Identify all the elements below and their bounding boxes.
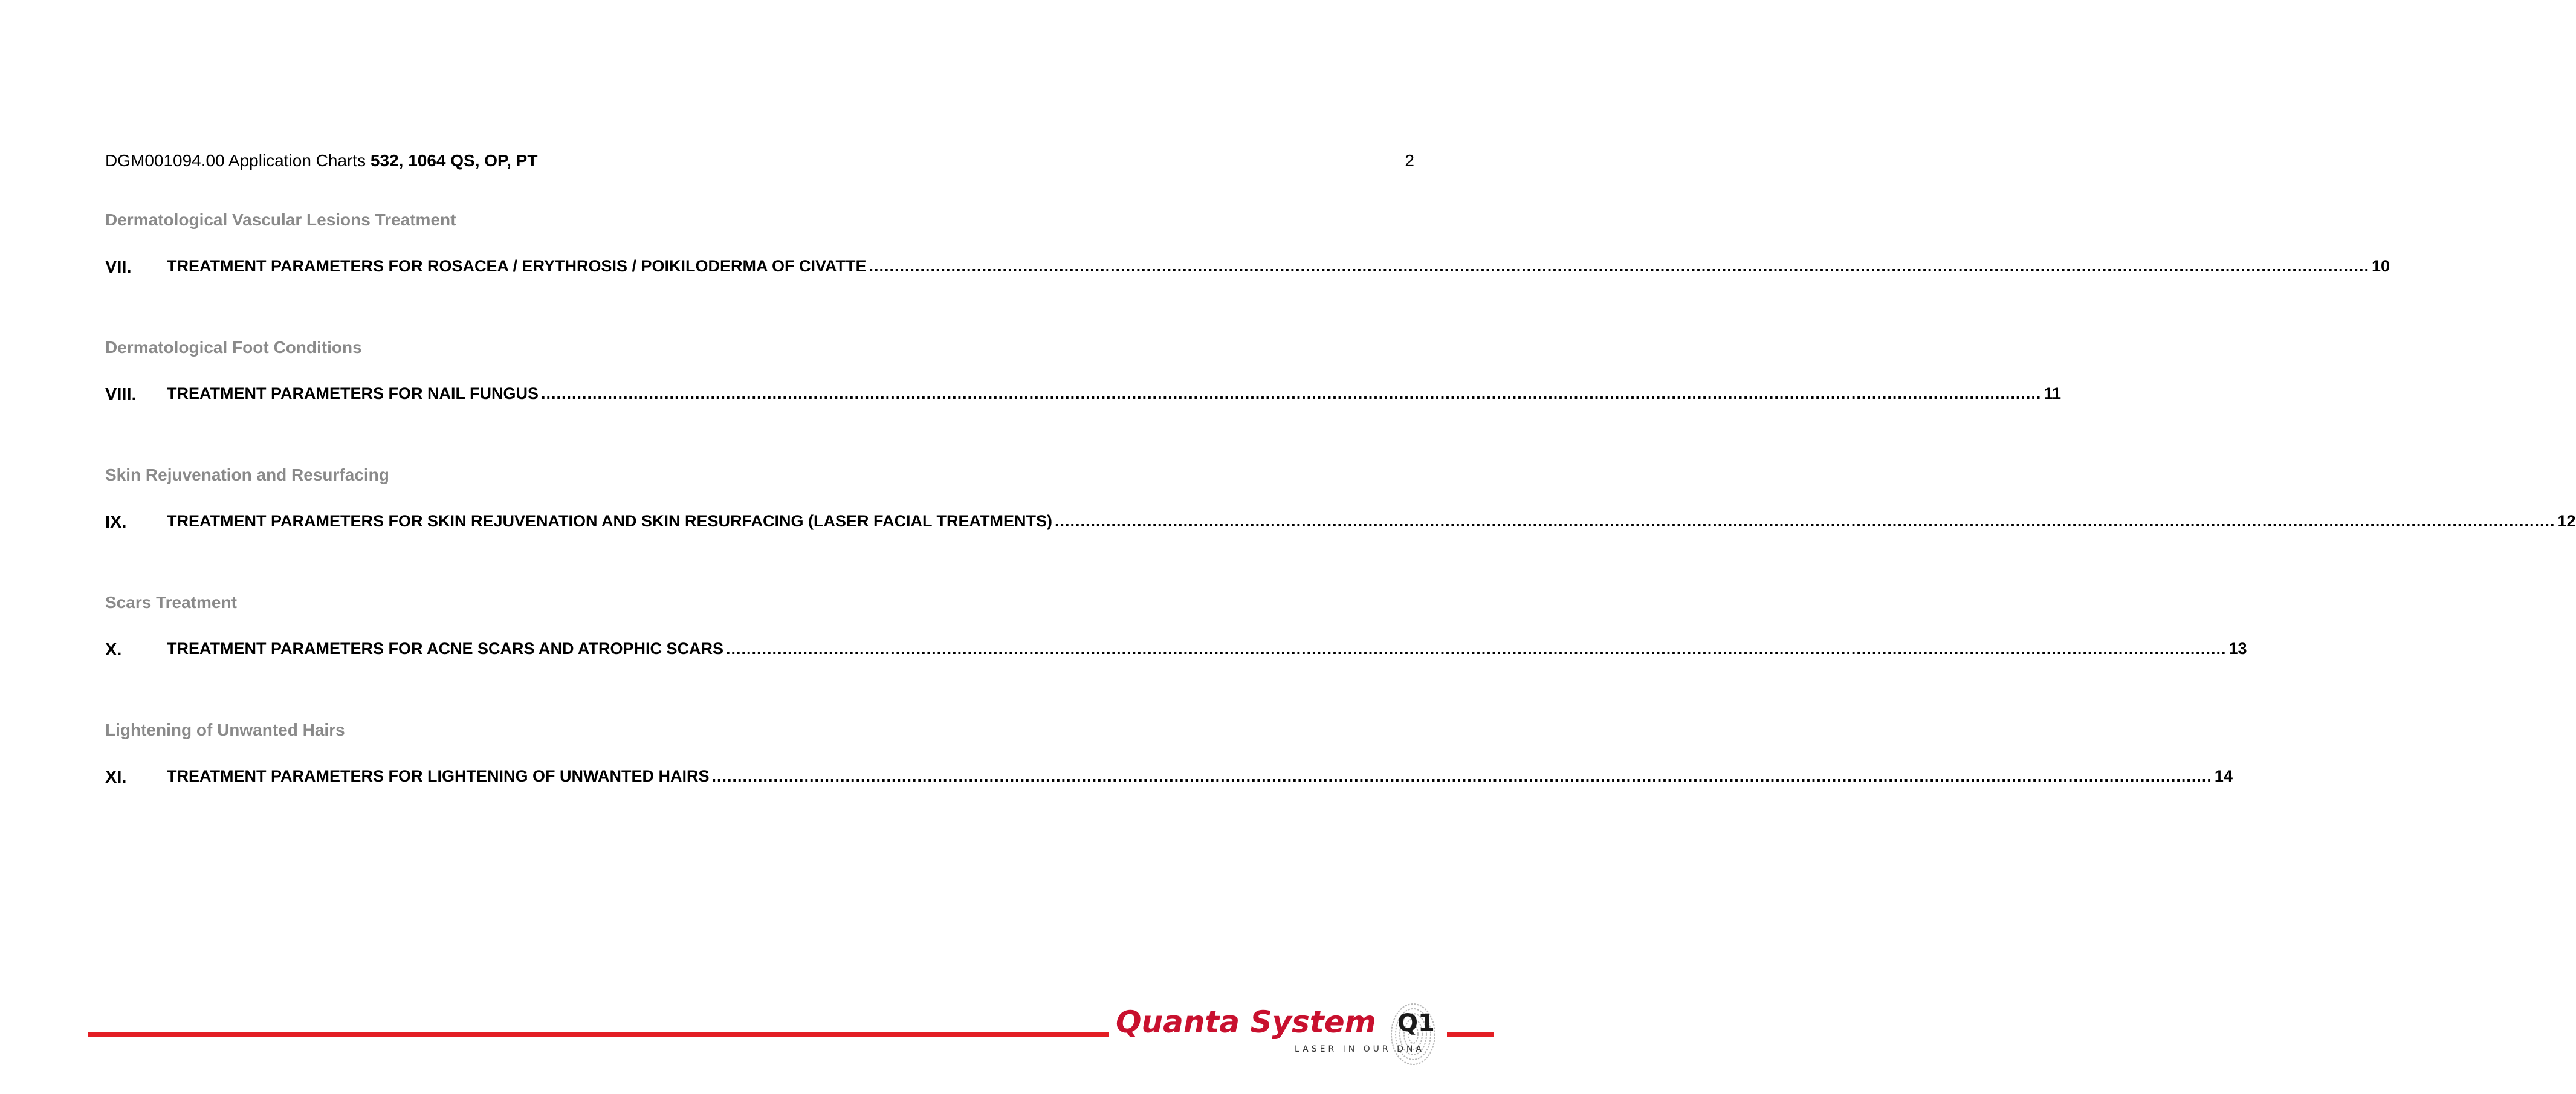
dot-leader: .................................................................................................................................................................................................................................................................................................... [869, 257, 2369, 275]
dot-leader: .................................................................................................................................................................................................................................................................................................... [711, 767, 2212, 785]
toc-entry[interactable] [105, 764, 2233, 788]
toc-entry-line [167, 764, 2233, 788]
toc-entry-page[interactable]: 12 [2557, 512, 2576, 530]
toc-entry-numeral: X. [105, 640, 122, 659]
footer-rule-left [88, 1032, 1109, 1037]
section-heading: Lightening of Unwanted Hairs [105, 720, 345, 739]
toc-entry-title[interactable]: TREATMENT PARAMETERS FOR ACNE SCARS AND ATROPHIC SCARS [167, 639, 724, 658]
toc-entry[interactable] [105, 636, 2247, 661]
toc-entry-title[interactable]: TREATMENT PARAMETERS FOR NAIL FUNGUS [167, 384, 539, 403]
toc-entry-numeral: VII. [105, 257, 132, 277]
toc-entry-page[interactable]: 14 [2214, 767, 2233, 785]
dot-leader: .................................................................................................................................................................................................................................................................................................... [1055, 512, 2555, 530]
section-heading: Dermatological Foot Conditions [105, 338, 362, 357]
toc-entry[interactable] [105, 254, 2390, 278]
toc-entry-page[interactable]: 11 [2044, 384, 2061, 403]
page-number: 2 [1405, 151, 1414, 170]
toc-entry-numeral: XI. [105, 768, 127, 787]
toc-entry-page[interactable]: 13 [2228, 639, 2247, 658]
section-heading: Skin Rejuvenation and Resurfacing [105, 465, 389, 484]
section-heading: Dermatological Vascular Lesions Treatment [105, 210, 456, 229]
dot-leader: .................................................................................................................................................................................................................................................................................................... [541, 384, 2042, 403]
toc-entry-title[interactable]: TREATMENT PARAMETERS FOR SKIN REJUVENATION AND SKIN RESURFACING (LASER FACIAL TREATMENTS) [167, 512, 1053, 530]
document-title-models: 532, 1064 QS, OP, PT [370, 151, 538, 170]
document-title [105, 150, 537, 172]
toc-entry-numeral: VIII. [105, 385, 137, 404]
toc-entry-line [167, 254, 2390, 278]
toc-entry-title[interactable]: TREATMENT PARAMETERS FOR ROSACEA / ERYTHROSIS / POIKILODERMA OF CIVATTE [167, 257, 867, 275]
toc-entry-line [167, 636, 2247, 661]
footer-rule-right [1447, 1032, 1494, 1037]
toc-entry-title[interactable]: TREATMENT PARAMETERS FOR LIGHTENING OF UNWANTED HAIRS [167, 767, 710, 785]
toc-entry[interactable] [105, 509, 2576, 533]
logo-wordmark: Quanta System [1116, 1005, 1376, 1040]
logo-tagline: LASER IN OUR DNA [1295, 1044, 1425, 1054]
quanta-system-logo [1116, 1005, 1442, 1071]
section-heading: Scars Treatment [105, 593, 237, 612]
toc-entry-numeral: IX. [105, 513, 127, 532]
toc-entry-line [167, 381, 2061, 406]
toc-entry-line [167, 509, 2576, 533]
logo-q1-mark: Q1 [1397, 1009, 1435, 1037]
toc-entry[interactable] [105, 381, 2061, 406]
toc-entry-page[interactable]: 10 [2371, 257, 2390, 275]
document-title-plain: DGM001094.00 Application Charts [105, 151, 371, 170]
dot-leader: .................................................................................................................................................................................................................................................................................................... [726, 639, 2227, 658]
